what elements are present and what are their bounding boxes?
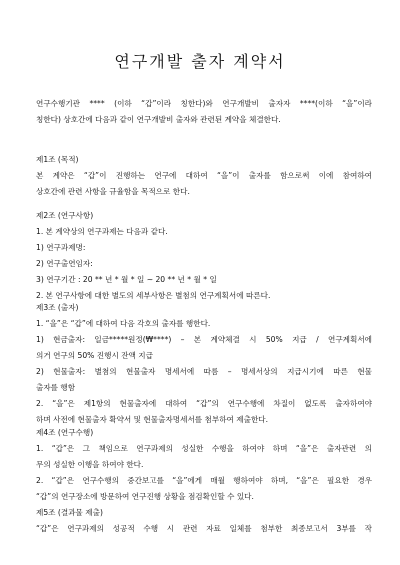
article-line: 2) 현물출자: 별첨의 현물출자 명세서에 따름 – 명세서상의 지급시기에 따른 현물 xyxy=(36,367,372,376)
article-line: 1. “갑”은 그 책임으로 연구과제의 성실한 수행을 하여야 하며 “을”은 출자관련 의 xyxy=(36,444,372,453)
article-line: 2) 연구출연임자: xyxy=(36,259,93,268)
article-heading: 제5조 (결과물 제출) xyxy=(36,508,103,517)
article-heading: 제3조 (출자) xyxy=(36,303,79,312)
article-line: “갑”의 연구장소에 방문하여 연구진행 상황을 점검확인할 수 있다. xyxy=(36,492,254,501)
article-line: 1. 본 계약상의 연구과제는 다음과 같다. xyxy=(36,227,168,236)
intro-line: 칭한다) 상호간에 다음과 같이 연구개발비 출자와 관련된 계약을 체결한다. xyxy=(36,115,281,124)
article-line: 1. “을”은 “갑”에 대하여 다음 각호의 출자를 행한다. xyxy=(36,319,211,328)
article-heading: 제4조 (연구수행) xyxy=(36,428,94,437)
article-line: 출자를 행함 xyxy=(36,383,76,392)
article-line: 무의 성실한 이행을 하여야 한다. xyxy=(36,460,144,469)
article-4 xyxy=(36,425,372,505)
article-line: 1) 연구과제명: xyxy=(36,243,86,252)
article-line: 3) 연구기간 : 20 ** 년 * 월 * 일 ~ 20 ** 년 * 월 * 일 xyxy=(36,275,217,284)
document-title: 연구개발 출자 계약서 xyxy=(114,51,286,71)
article-line: 2. “을”은 제1항의 현물출자에 대하여 “갑”의 연구수행에 차질이 없도록 출자하여야 xyxy=(36,399,372,408)
article-3 xyxy=(36,300,372,428)
intro-paragraph xyxy=(36,96,372,128)
article-line: “갑”은 연구과제의 성공적 수행 시 관련 자료 일체를 첨부한 최종보고서 3부를 작 xyxy=(36,524,372,533)
article-heading: 제1조 (목적) xyxy=(36,155,79,164)
article-line: 상호간에 관련 사항을 규율함을 목적으로 한다. xyxy=(36,187,190,196)
article-line: 2. 본 연구사항에 대한 별도의 세부사항은 별첨의 연구계획서에 따른다. xyxy=(36,291,271,300)
article-1 xyxy=(36,152,372,200)
article-line: 1) 현금출자: 일금*****원정(₩****) – 본 계약체결 시 50% 지급 / 연구계획서에 xyxy=(36,335,372,344)
article-2 xyxy=(36,208,372,304)
article-line: 본 계약은 “갑”이 진행하는 연구에 대하여 “을”이 출자를 함으로써 이에 참여하여 xyxy=(36,171,372,180)
article-line: 의거 연구의 50% 진행시 잔액 지급 xyxy=(36,351,153,360)
article-line: 2. “갑”은 연구수행의 중간보고를 “을”에게 매월 행하여야 하며, “을”은 필요한 경우 xyxy=(36,476,372,485)
article-heading: 제2조 (연구사항) xyxy=(36,211,94,220)
article-5 xyxy=(36,505,372,537)
article-line: 하며 사전에 현물출자 확약서 및 현물출자명세서를 첨부하여 제출한다. xyxy=(36,415,269,424)
intro-line: 연구수행기관 **** (이하 “갑”이라 칭한다)와 연구개발비 출자자 ****(이하 “을”이라 xyxy=(36,99,372,108)
